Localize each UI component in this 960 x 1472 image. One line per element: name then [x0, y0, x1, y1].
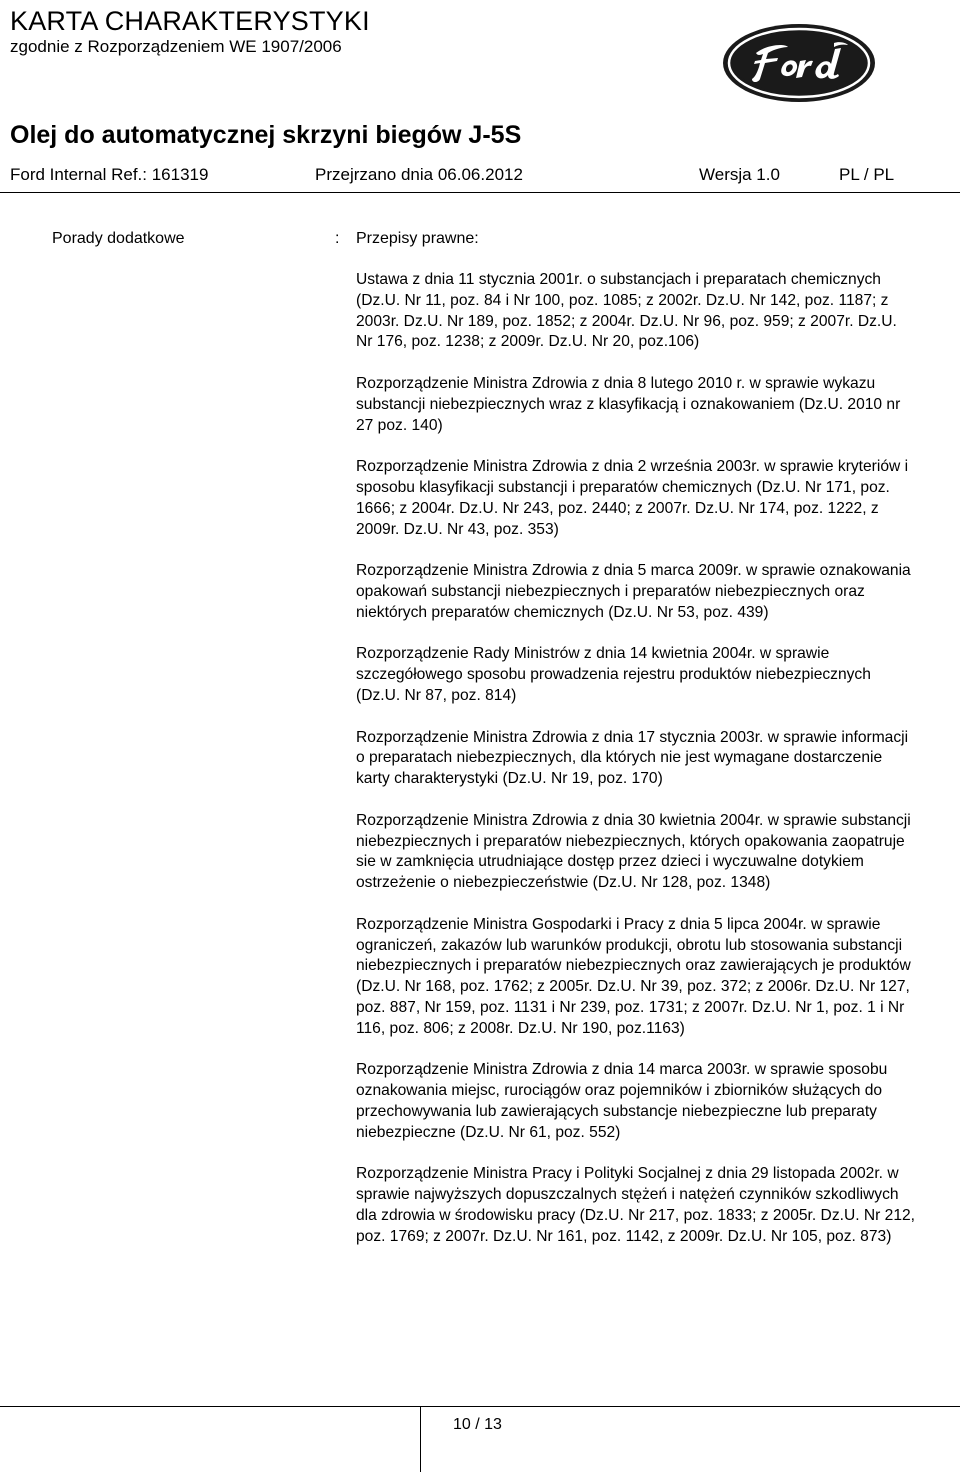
regulation-paragraph: Rozporządzenie Ministra Zdrowia z dnia 2 września 2003r. w sprawie kryteriów i sposobu klasyfikacji substancji i preparatów chemicznych (Dz.U. Nr 171, poz. 1666; z 2004r. Dz.U. Nr 243, poz. 2440; z 2007r. Dz.U. Nr 174, poz. 1222, z 2009r. Dz.U. Nr 43, poz. 353) [356, 458, 909, 538]
regulation-paragraph: Rozporządzenie Ministra Pracy i Polityki Socjalnej z dnia 29 listopada 2002r. w sprawie najwyższych dopuszczalnych stężeń i natężeń czynników szkodliwych dla zdrowia w środowisku pracy (Dz.U. Nr 217, poz. 1833; z 2005r. Dz.U. Nr 212, poz. 1769; z 2007r. Dz.U. Nr 161, poz. 1142, z 2009r. Dz.U. Nr 105, poz. 873) [356, 1165, 916, 1245]
regulation-paragraph: Rozporządzenie Rady Ministrów z dnia 14 kwietnia 2004r. w sprawie szczegółowego sposobu prowadzenia rejestru produktów niebezpiecznych (Dz.U. Nr 87, poz. 814) [356, 645, 871, 704]
regulation-paragraph: Ustawa z dnia 11 stycznia 2001r. o substancjach i preparatach chemicznych (Dz.U. Nr 11, poz. 84 i Nr 100, poz. 1085; z 2002r. Dz.U. Nr 142, poz. 1187; z 2003r. Dz.U. Nr 189, poz. 1852; z 2004r. Dz.U. Nr 96, poz. 959; z 2007r. Dz.U. Nr 176, poz. 1238; z 2009r. Dz.U. Nr 20, poz.106) [356, 271, 897, 351]
version-number: Wersja 1.0 [699, 165, 780, 184]
section-heading: Przepisy prawne: [356, 230, 479, 247]
document-meta-row [0, 165, 960, 187]
regulation-paragraph: Rozporządzenie Ministra Zdrowia z dnia 14 marca 2003r. w sprawie sposobu oznakowania miejsc, rurociągów oraz pojemników i zbiorników służących do przechowywania lub zawierających substancje niebezpieczne lub preparaty niebezpieczne (Dz.U. Nr 61, poz. 552) [356, 1061, 888, 1141]
regulation-paragraph: Rozporządzenie Ministra Zdrowia z dnia 30 kwietnia 2004r. w sprawie substancji niebezpiecznych i preparatów niebezpiecznych, których opakowania zaopatruje sie w zamknięcia utrudniające dostęp przez dzieci i wyczuwalne dotykiem ostrzeżenie o niebezpieczeństwie (Dz.U. Nr 128, poz. 1348) [356, 811, 911, 892]
revision-date: Przejrzano dnia 06.06.2012 [315, 165, 523, 184]
regulation-paragraph: Rozporządzenie Ministra Zdrowia z dnia 5 marca 2009r. w sprawie oznakowania opakowań substancji niebezpiecznych i preparatów niebezpiecznych oraz niektórych preparatów chemicznych (Dz.U. Nr 53, poz. 439) [356, 562, 911, 621]
regulation-paragraph: Rozporządzenie Ministra Zdrowia z dnia 8 lutego 2010 r. w sprawie wykazu substancji niebezpiecznych wraz z klasyfikacją i oznakowaniem (Dz.U. 2010 nr 27 poz. 140) [356, 374, 901, 434]
document-subtitle: zgodnie z Rozporządzeniem WE 1907/2006 [10, 37, 342, 56]
regulation-paragraph: Rozporządzenie Ministra Zdrowia z dnia 17 stycznia 2003r. w sprawie informacji o preparatach niebezpiecznych, dla których nie jest wymagane dostarczenie karty charakterystyki (Dz.U. Nr 19, poz. 170) [356, 728, 909, 788]
ford-logo [722, 23, 876, 103]
header-divider [0, 192, 960, 193]
document-title: KARTA CHARAKTERYSTYKI [10, 6, 370, 36]
section-colon: : [335, 230, 340, 247]
language-code: PL / PL [839, 165, 895, 184]
footer-vertical-divider [420, 1406, 421, 1472]
footer-divider [0, 1406, 960, 1407]
internal-reference: Ford Internal Ref.: 161319 [10, 165, 209, 184]
ford-logo-icon [722, 23, 876, 103]
regulations-list [356, 270, 916, 1268]
section-label: Porady dodatkowe [52, 230, 185, 247]
page-number: 10 / 13 [453, 1416, 502, 1433]
product-title: Olej do automatycznej skrzyni biegów J-5S [10, 121, 522, 149]
regulation-paragraph: Rozporządzenie Ministra Gospodarki i Pracy z dnia 5 lipca 2004r. w sprawie ograniczeń, zakazów lub warunków produkcji, obrotu lub stosowania substancji niebezpiecznych i preparatów niebezpiecznych oraz zawierających je produktów (Dz.U. Nr 168, poz. 1762; z 2005r. Dz.U. Nr 39, poz. 372; z 2006r. Dz.U. Nr 127, poz. 887, Nr 159, poz. 1131 i Nr 239, poz. 1731; z 2007r. Dz.U. Nr 1, poz. 1 i Nr 116, poz. 806; z 2008r. Dz.U. Nr 190, poz.1163) [356, 915, 911, 1037]
